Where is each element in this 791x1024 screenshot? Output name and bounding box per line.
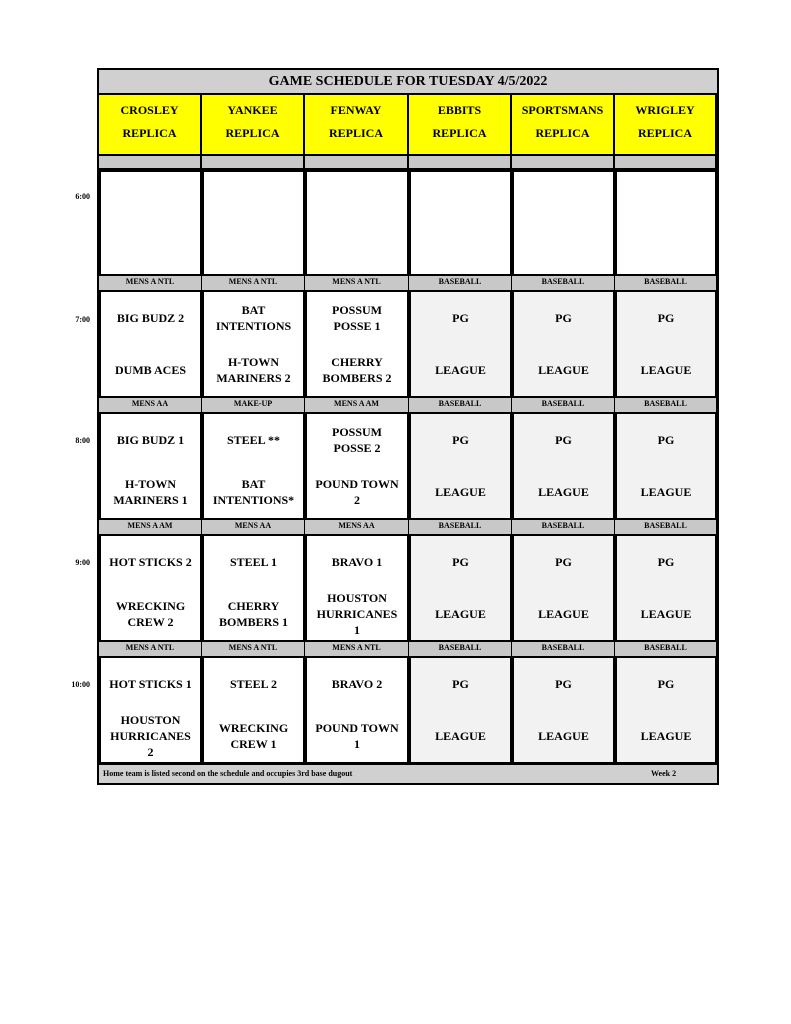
header-spacer-band bbox=[409, 156, 512, 170]
home-team: WRECKING CREW 1 bbox=[218, 721, 289, 751]
division-label: BASEBALL bbox=[615, 398, 717, 412]
header-spacer-band bbox=[512, 156, 615, 170]
game-cell bbox=[615, 412, 717, 520]
game-cell bbox=[202, 412, 305, 520]
away-team: POSSUM POSSE 1 bbox=[331, 303, 382, 333]
home-team: LEAGUE bbox=[435, 485, 486, 499]
division-label: MENS A NTL bbox=[99, 642, 202, 656]
home-team: HOUSTON HURRICANES 2 bbox=[110, 713, 191, 759]
away-team: PG bbox=[657, 311, 675, 325]
schedule-footer bbox=[99, 763, 717, 783]
venue-header bbox=[305, 95, 409, 156]
division-label: MENS A NTL bbox=[202, 276, 305, 290]
away-team: BIG BUDZ 2 bbox=[116, 311, 185, 325]
game-cell bbox=[202, 170, 305, 276]
game-cell bbox=[409, 170, 512, 276]
away-team: STEEL 1 bbox=[229, 555, 278, 569]
away-team: PG bbox=[657, 555, 675, 569]
away-team: HOT STICKS 1 bbox=[109, 677, 192, 691]
division-label: MAKE-UP bbox=[202, 398, 305, 412]
division-label: BASEBALL bbox=[409, 520, 512, 534]
division-label: BASEBALL bbox=[615, 520, 717, 534]
venue-subtitle: REPLICA bbox=[225, 126, 280, 140]
division-label: BASEBALL bbox=[409, 642, 512, 656]
home-team: LEAGUE bbox=[640, 485, 692, 499]
game-cell bbox=[409, 656, 512, 764]
home-team: LEAGUE bbox=[435, 729, 486, 743]
home-team: LEAGUE bbox=[538, 485, 589, 499]
game-cell bbox=[615, 656, 717, 764]
away-team: PG bbox=[555, 677, 572, 691]
away-team: BIG BUDZ 1 bbox=[116, 433, 185, 447]
home-team: LEAGUE bbox=[538, 729, 589, 743]
division-label: BASEBALL bbox=[409, 276, 512, 290]
venue-header bbox=[512, 95, 615, 156]
away-team: PG bbox=[657, 433, 675, 447]
game-cell bbox=[512, 534, 615, 642]
game-cell bbox=[615, 534, 717, 642]
away-team: PG bbox=[555, 311, 572, 325]
home-team: LEAGUE bbox=[640, 607, 692, 621]
schedule-table bbox=[97, 68, 719, 785]
game-cell bbox=[99, 656, 202, 764]
game-cell bbox=[305, 290, 409, 398]
home-team: WRECKING CREW 2 bbox=[115, 599, 186, 629]
venue-subtitle: REPLICA bbox=[535, 126, 590, 140]
time-label: 7:00 bbox=[75, 315, 90, 324]
away-team: HOT STICKS 2 bbox=[109, 555, 192, 569]
schedule-title: GAME SCHEDULE FOR TUESDAY 4/5/2022 bbox=[99, 70, 717, 95]
venue-name: SPORTSMANS bbox=[521, 103, 604, 117]
game-cell bbox=[99, 412, 202, 520]
away-team: PG bbox=[452, 677, 469, 691]
header-spacer-band bbox=[615, 156, 717, 170]
game-cell bbox=[512, 412, 615, 520]
home-team: POUND TOWN 2 bbox=[315, 477, 399, 507]
game-cell bbox=[512, 290, 615, 398]
venue-header bbox=[409, 95, 512, 156]
game-cell bbox=[512, 656, 615, 764]
game-cell bbox=[305, 534, 409, 642]
game-cell bbox=[202, 656, 305, 764]
venue-subtitle: REPLICA bbox=[122, 126, 177, 140]
home-team: LEAGUE bbox=[538, 607, 589, 621]
game-cell bbox=[615, 170, 717, 276]
division-label: BASEBALL bbox=[512, 398, 615, 412]
game-cell bbox=[305, 170, 409, 276]
away-team: PG bbox=[555, 433, 572, 447]
away-team: PG bbox=[657, 677, 675, 691]
game-cell bbox=[409, 534, 512, 642]
venue-subtitle: REPLICA bbox=[328, 126, 383, 140]
time-label: 8:00 bbox=[75, 436, 90, 445]
home-team: LEAGUE bbox=[435, 607, 486, 621]
division-label: BASEBALL bbox=[512, 276, 615, 290]
game-cell bbox=[409, 290, 512, 398]
home-team: H-TOWN MARINERS 1 bbox=[113, 477, 188, 507]
division-label: MENS AA bbox=[202, 520, 305, 534]
division-label: MENS A AM bbox=[305, 398, 409, 412]
venue-header bbox=[615, 95, 717, 156]
division-label: BASEBALL bbox=[409, 398, 512, 412]
home-team: BAT INTENTIONS* bbox=[212, 477, 295, 507]
game-cell bbox=[99, 534, 202, 642]
away-team: STEEL ** bbox=[226, 433, 281, 447]
venue-name: CROSLEY bbox=[120, 103, 179, 117]
division-label: BASEBALL bbox=[615, 642, 717, 656]
division-label: MENS A NTL bbox=[305, 276, 409, 290]
venue-name: EBBITS bbox=[437, 103, 482, 117]
division-label: BASEBALL bbox=[512, 520, 615, 534]
away-team: PG bbox=[452, 555, 469, 569]
header-spacer-band bbox=[305, 156, 409, 170]
division-label: MENS A NTL bbox=[202, 642, 305, 656]
division-label: MENS AA bbox=[305, 520, 409, 534]
venue-header bbox=[99, 95, 202, 156]
away-team: BRAVO 2 bbox=[331, 677, 383, 691]
division-label: MENS A NTL bbox=[99, 276, 202, 290]
venue-subtitle: REPLICA bbox=[432, 126, 487, 140]
venue-name: WRIGLEY bbox=[635, 103, 695, 117]
header-spacer-band bbox=[99, 156, 202, 170]
time-label: 6:00 bbox=[75, 192, 90, 201]
away-team: BRAVO 1 bbox=[331, 555, 383, 569]
game-cell bbox=[305, 656, 409, 764]
venue-subtitle: REPLICA bbox=[637, 126, 692, 140]
home-team: LEAGUE bbox=[640, 363, 692, 377]
away-team: PG bbox=[452, 311, 469, 325]
division-label: MENS A NTL bbox=[305, 642, 409, 656]
game-cell bbox=[202, 290, 305, 398]
game-cell bbox=[99, 290, 202, 398]
division-label: MENS AA bbox=[99, 398, 202, 412]
away-team: POSSUM POSSE 2 bbox=[331, 425, 382, 455]
game-cell bbox=[615, 290, 717, 398]
time-label: 9:00 bbox=[75, 558, 90, 567]
game-cell bbox=[409, 412, 512, 520]
division-label: MENS A AM bbox=[99, 520, 202, 534]
venue-header bbox=[202, 95, 305, 156]
game-cell bbox=[305, 412, 409, 520]
home-team: HOUSTON HURRICANES 1 bbox=[316, 591, 398, 637]
week-label: Week 2 bbox=[651, 769, 677, 778]
away-team: PG bbox=[555, 555, 572, 569]
home-team: DUMB ACES bbox=[114, 363, 186, 377]
away-team: STEEL 2 bbox=[229, 677, 278, 691]
division-label: BASEBALL bbox=[512, 642, 615, 656]
home-team: LEAGUE bbox=[640, 729, 692, 743]
home-team: LEAGUE bbox=[435, 363, 486, 377]
home-team-note: Home team is listed second on the schedule and occupies 3rd base dugout bbox=[103, 769, 353, 778]
header-spacer-band bbox=[202, 156, 305, 170]
venue-name: YANKEE bbox=[227, 103, 278, 117]
game-cell bbox=[99, 170, 202, 276]
home-team: CHERRY BOMBERS 1 bbox=[218, 599, 288, 629]
division-label: BASEBALL bbox=[615, 276, 717, 290]
away-team: BAT INTENTIONS bbox=[215, 303, 292, 333]
time-label: 10:00 bbox=[71, 680, 90, 689]
home-team: CHERRY BOMBERS 2 bbox=[322, 355, 392, 385]
game-cell bbox=[512, 170, 615, 276]
venue-name: FENWAY bbox=[330, 103, 382, 117]
home-team: H-TOWN MARINERS 2 bbox=[216, 355, 291, 385]
home-team: POUND TOWN 1 bbox=[315, 721, 399, 751]
away-team: PG bbox=[452, 433, 469, 447]
home-team: LEAGUE bbox=[538, 363, 589, 377]
game-cell bbox=[202, 534, 305, 642]
